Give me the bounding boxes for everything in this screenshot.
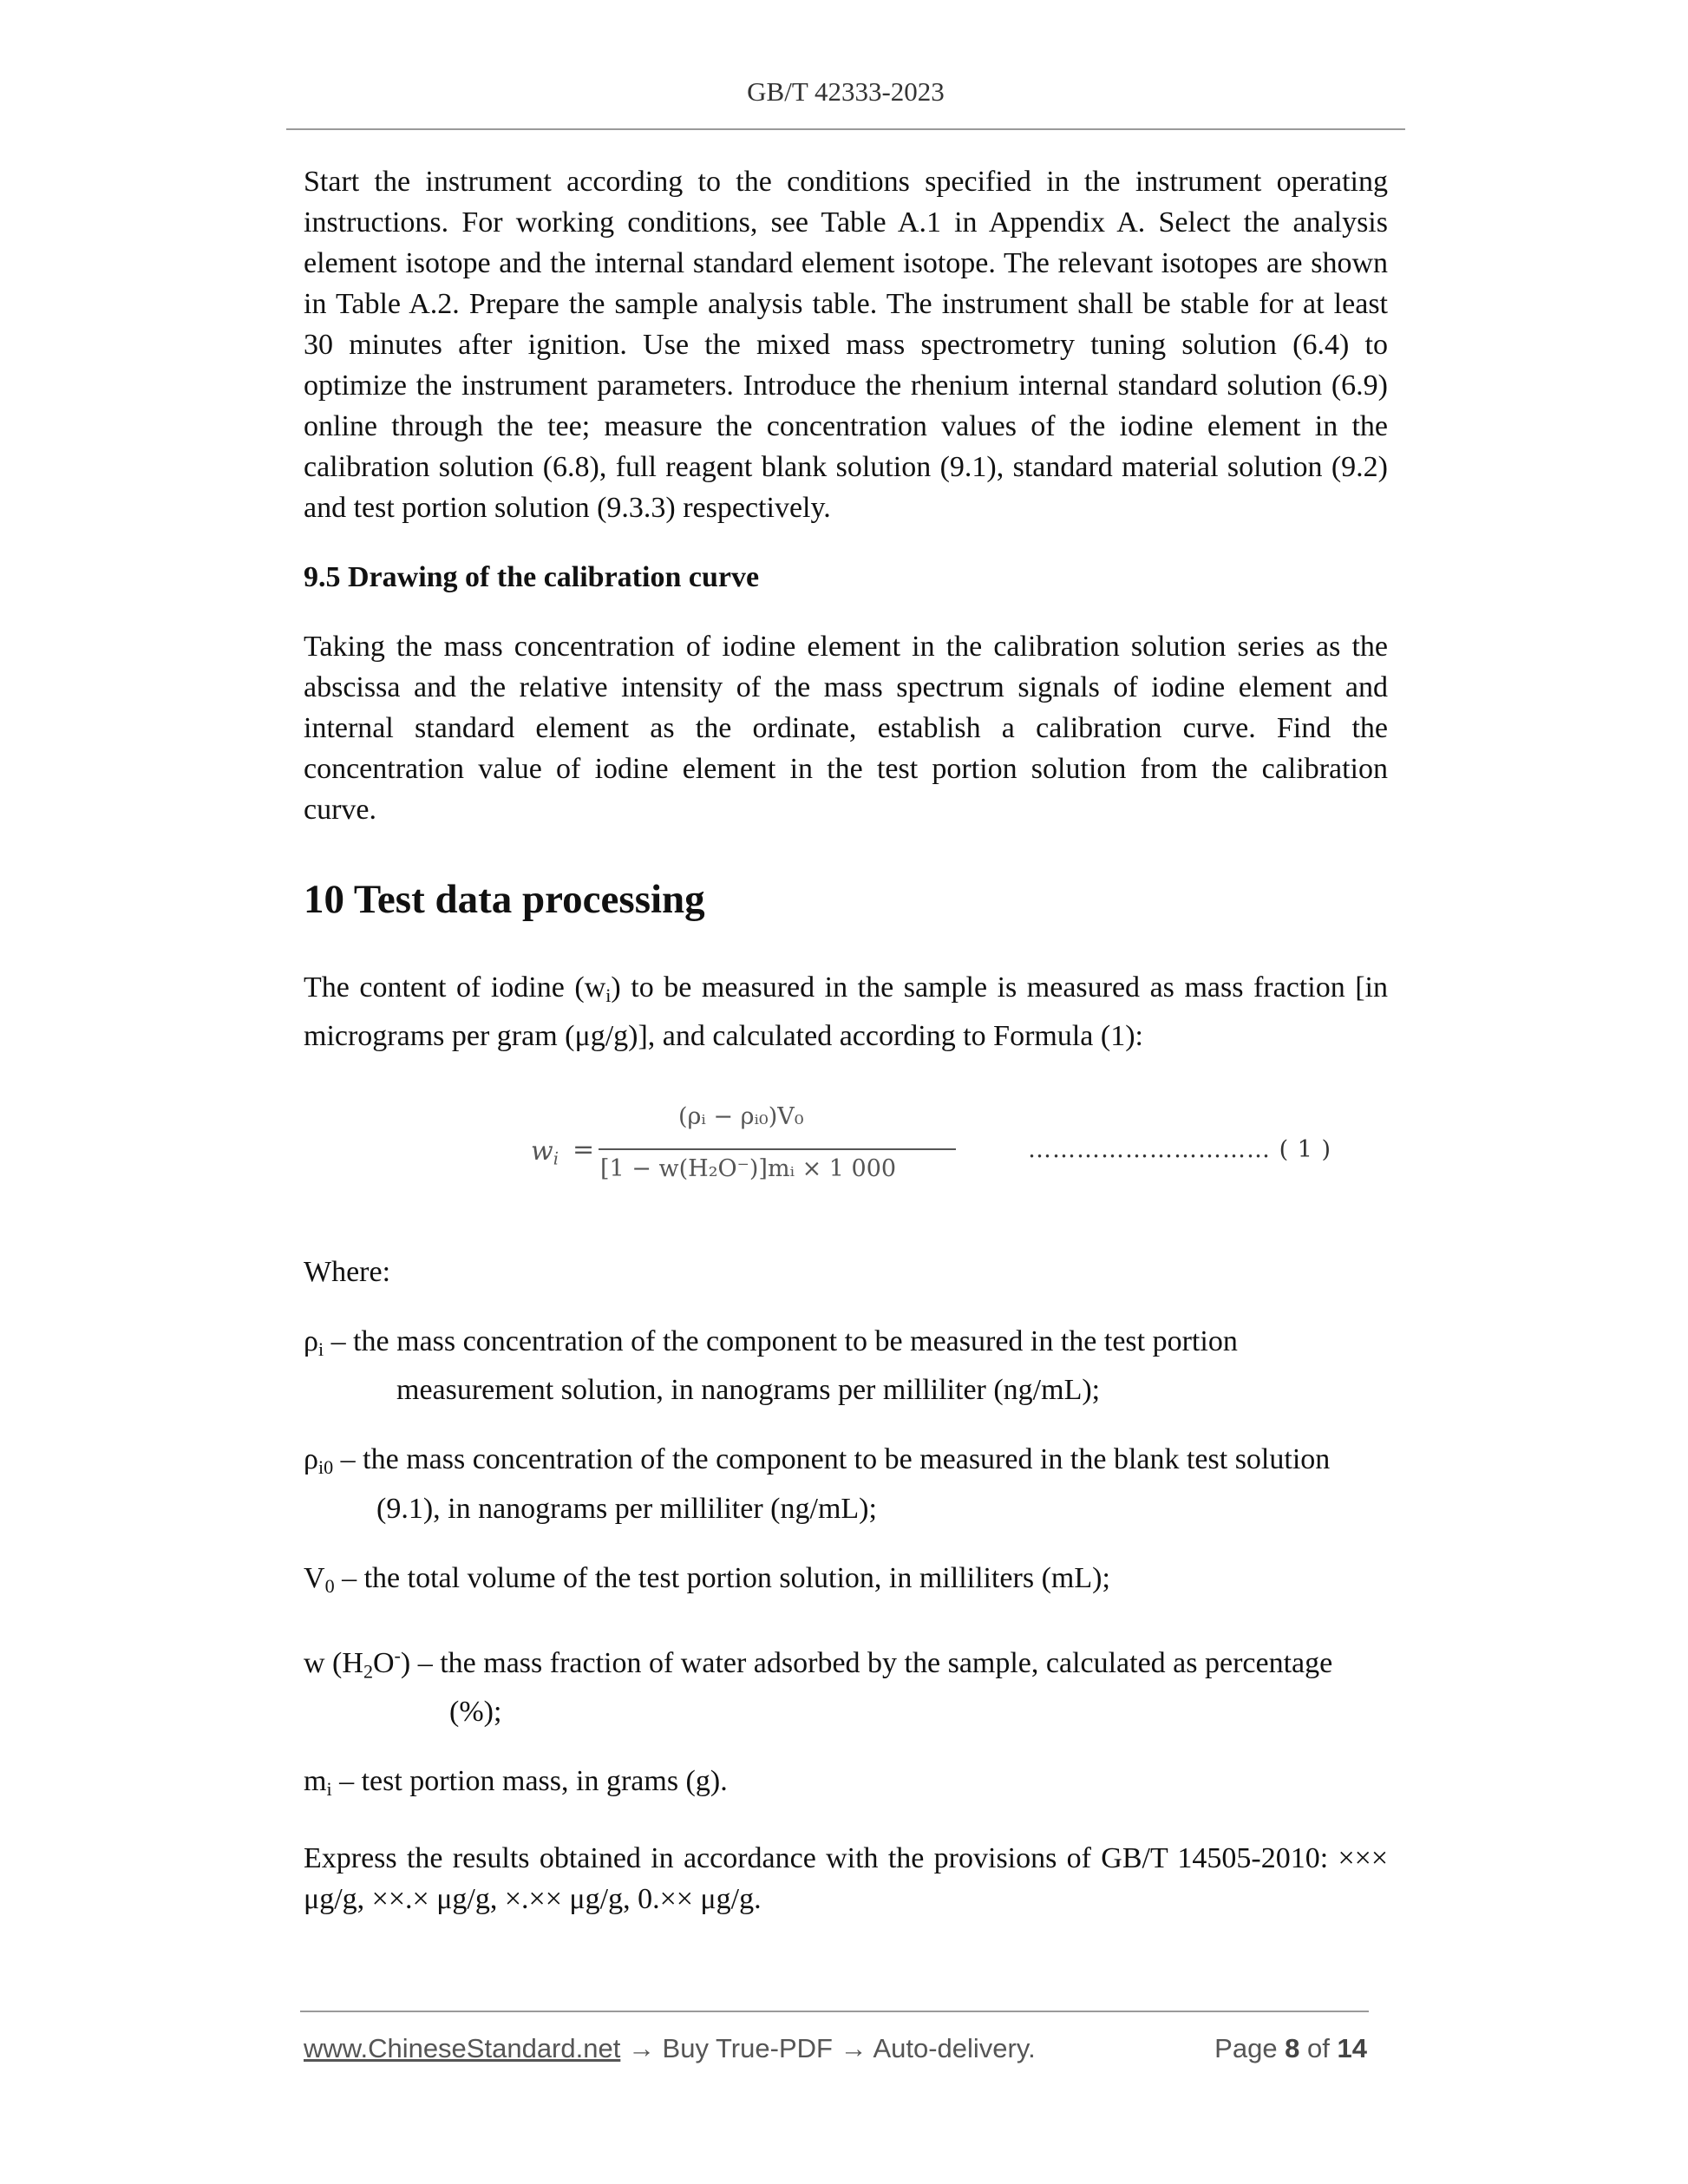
formula-fraction-bar xyxy=(599,1148,956,1150)
formula-numerator: (ρᵢ − ρᵢ₀)V₀ xyxy=(678,1103,804,1131)
definition-w-h2o: w $(H_2O^-)$ – the mass fraction of water adsorbed by the sample, calculated as percentage (%); xyxy=(304,1644,1333,1729)
header-divider xyxy=(286,128,1405,130)
current-page-number: 8 xyxy=(1285,2033,1300,2063)
definition-v0: $V_0$ – the total volume of the test portion solution, in milliliters (mL); xyxy=(304,1561,1110,1597)
footer-tagline: → Buy True-PDF → Auto-delivery. xyxy=(620,2033,1036,2063)
paragraph-calibration-curve: Taking the mass concentration of iodine element in the calibration solution series as the abscissa and the relative intensity of the mass spectrum signals of iodine element and internal standard element as the ordinate, establish a calibration curve. Find the concentration value of iodine element in the test portion solution from the calibration curve. xyxy=(304,631,1388,826)
website-link[interactable]: www.ChineseStandard.net xyxy=(304,2033,621,2063)
footer-divider xyxy=(300,2011,1369,2012)
formula-denominator: [1 − w(H₂O⁻)]mᵢ × 1 000 xyxy=(600,1155,897,1183)
section-heading-9-5: 9.5 Drawing of the calibration curve xyxy=(304,561,760,593)
definition-rho-i0: $\rho_{i0}$ – the mass concentration of the component to be measured in the blank test solution (9.1), in nanograms per milliliter (ng/mL); xyxy=(304,1443,1331,1525)
formula-equals: = xyxy=(572,1135,595,1166)
definition-m-i: $m_i$ – test portion mass, in grams (g). xyxy=(304,1765,728,1801)
page-content xyxy=(304,161,1388,1919)
formula-lhs: $w_i$ xyxy=(531,1136,559,1169)
formula-number: ………………………… ( 1 ) xyxy=(1028,1136,1331,1164)
paragraph-results-expression: Express the results obtained in accordance with the provisions of GB/T 14505-2010: ××× μg/g, ××.× μg/g, ×.×× μg/g, 0.×× μg/g. xyxy=(304,1842,1388,1916)
formula-1 xyxy=(304,1102,1388,1206)
total-page-count: 14 xyxy=(1337,2033,1367,2063)
section-heading-10: 10 Test data processing xyxy=(304,877,705,922)
page-footer xyxy=(304,2033,1367,2064)
where-label: Where: xyxy=(304,1256,391,1289)
definition-rho-i: $\rho_i$ – the mass concentration of the component to be measured in the test portion measurement solution, in nanograms per milliliter (ng/mL); xyxy=(304,1325,1238,1407)
page-header: GB/T 42333-2023 xyxy=(747,76,945,107)
paragraph-instrument-startup: Start the instrument according to the conditions specified in the instrument operating instructions. For working conditions, see Table A.1 in Appendix A. Select the analysis element isotope and the internal standard element isotope. The relevant isotopes are shown in Table A.2. Prepare the sample analysis table. The instrument shall be stable for at least 30 minutes after ignition. Use the mixed mass spectrometry tuning solution (6.4) to optimize the instrument parameters. Introduce the rhenium internal standard solution (6.9) online through the tee; measure the concentration values of the iodine element in the calibration solution (6.8), full reagent blank solution (9.1), standard material solution (9.2) and test portion solution (9.3.3) respectively. xyxy=(304,166,1388,524)
page-indicator: Page 8 of 14 xyxy=(1214,2033,1367,2063)
paragraph-iodine-content: The content of iodine $(w_i)$ to be measured in the sample is measured as mass fraction [in micrograms per gram (μg/g)], and calculated according to Formula (1): xyxy=(304,971,1388,1053)
